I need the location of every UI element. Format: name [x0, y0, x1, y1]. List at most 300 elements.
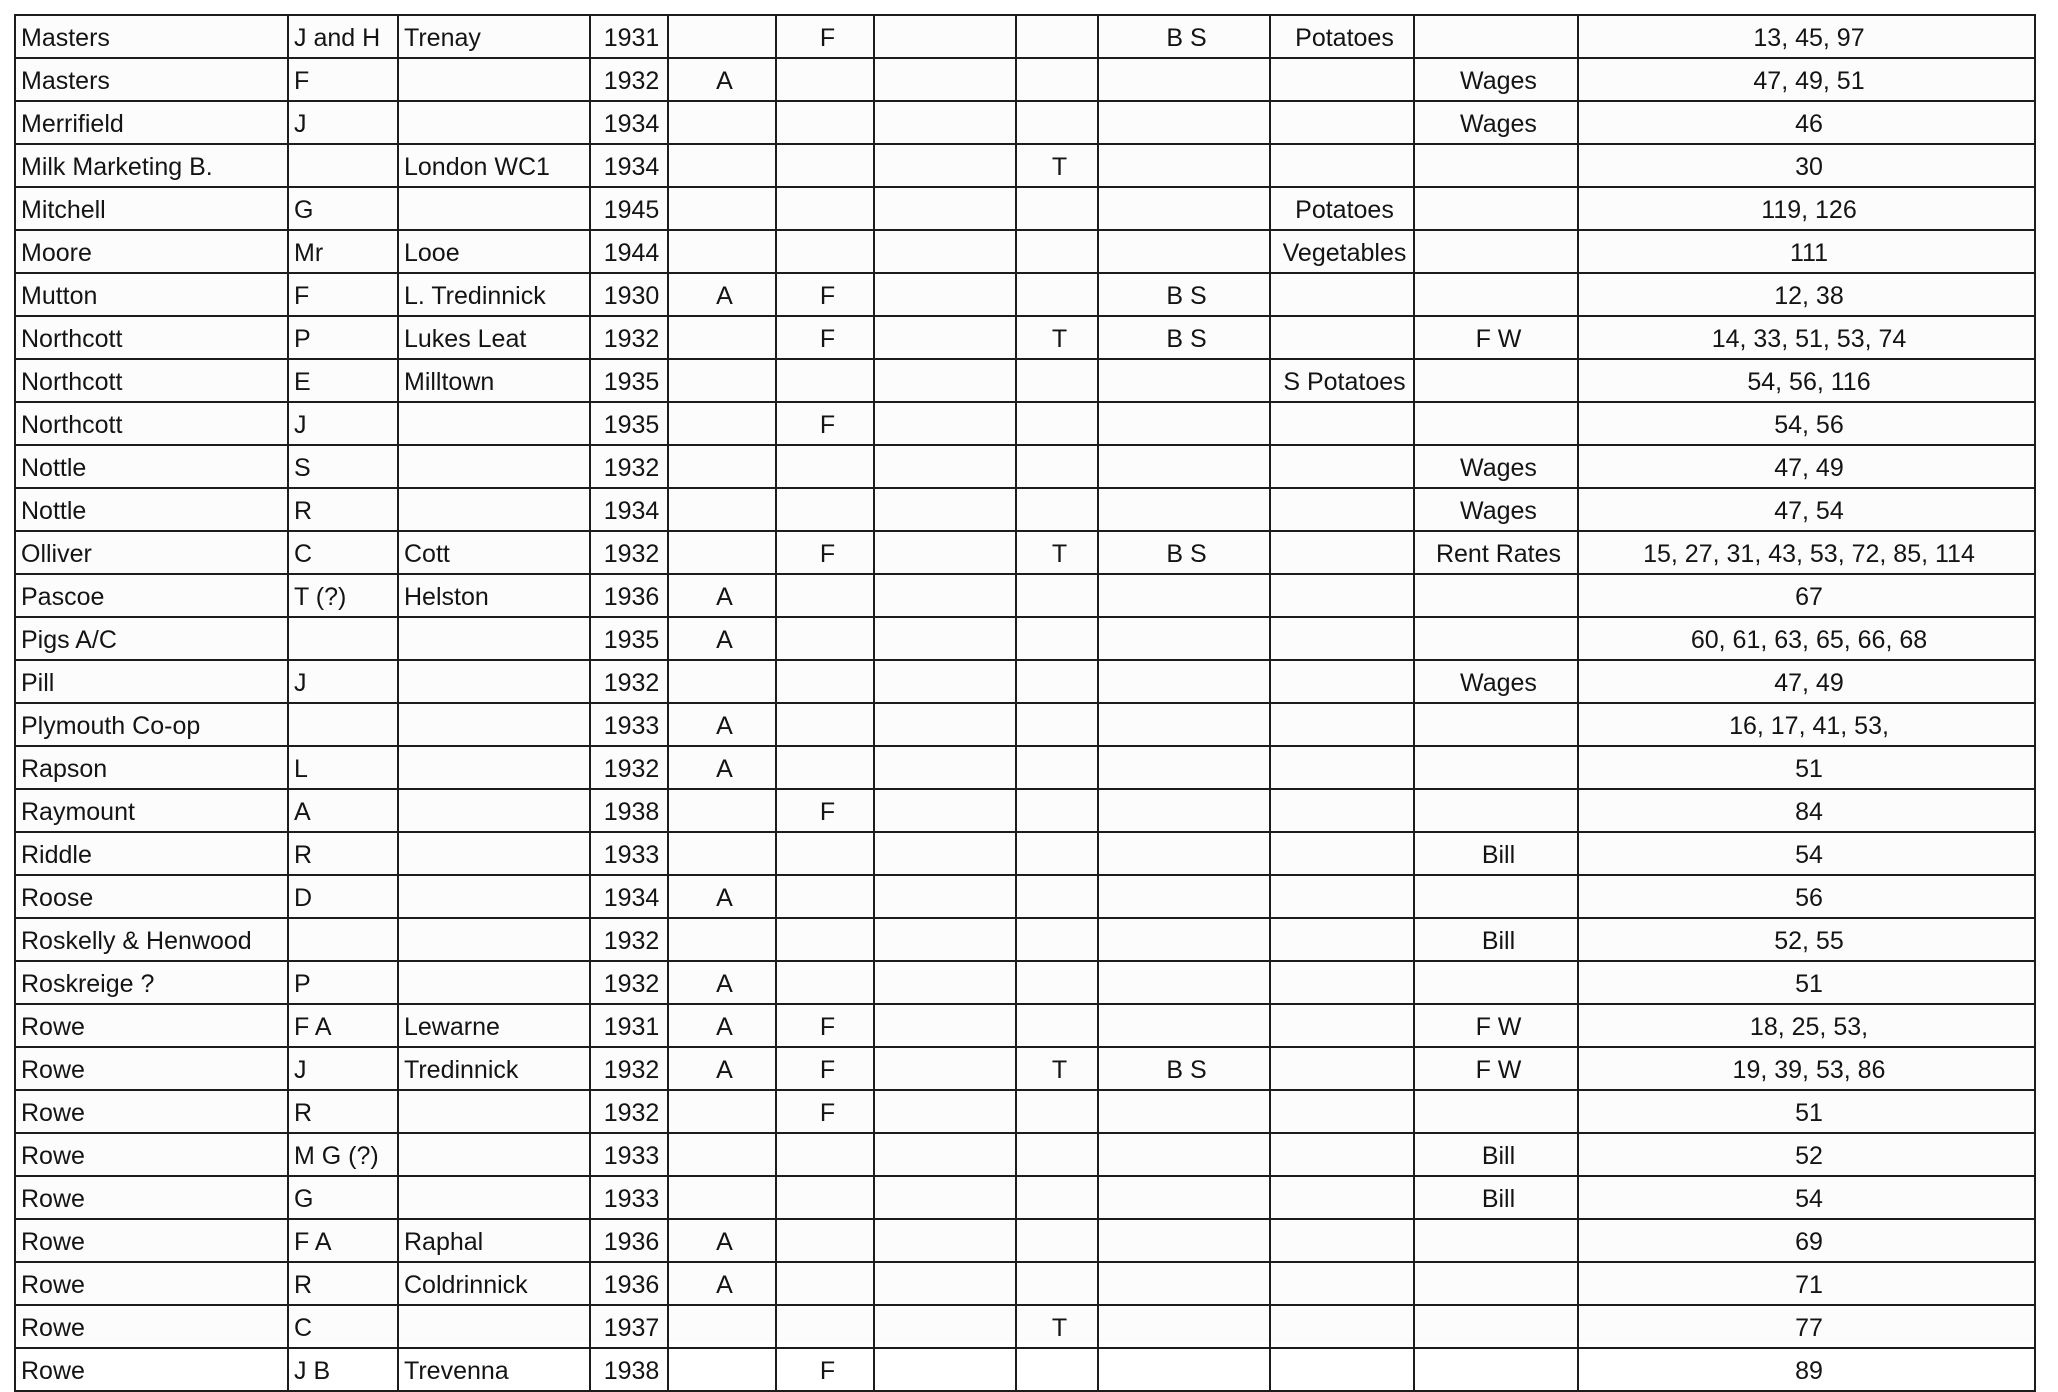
cell-place	[398, 832, 590, 875]
cell-surname: Riddle	[15, 832, 288, 875]
cell-bs-mark	[1098, 1348, 1270, 1391]
scanned-ledger-page	[14, 14, 2034, 1385]
cell-pages: 84	[1578, 789, 2035, 832]
table-row	[15, 187, 2035, 230]
cell-surname: Pigs A/C	[15, 617, 288, 660]
cell-place: Raphal	[398, 1219, 590, 1262]
cell-initials	[288, 617, 398, 660]
cell-surname: Pascoe	[15, 574, 288, 617]
cell-f-mark	[776, 1262, 874, 1305]
cell-year: 1932	[590, 1090, 668, 1133]
cell-place: Lukes Leat	[398, 316, 590, 359]
cell-year: 1935	[590, 617, 668, 660]
cell-surname: Rowe	[15, 1004, 288, 1047]
cell-a-mark	[668, 316, 776, 359]
cell-year: 1931	[590, 15, 668, 58]
cell-note: Bill	[1414, 918, 1578, 961]
cell-crop	[1270, 703, 1414, 746]
cell-f-mark	[776, 875, 874, 918]
cell-pages: 19, 39, 53, 86	[1578, 1047, 2035, 1090]
table-row	[15, 1176, 2035, 1219]
table-row	[15, 15, 2035, 58]
cell-note	[1414, 961, 1578, 1004]
cell-t-mark	[1016, 445, 1098, 488]
cell-f-mark: F	[776, 1004, 874, 1047]
cell-surname: Rowe	[15, 1305, 288, 1348]
cell-f-mark: F	[776, 402, 874, 445]
cell-initials: S	[288, 445, 398, 488]
cell-blank	[874, 402, 1016, 445]
cell-t-mark	[1016, 402, 1098, 445]
cell-blank	[874, 789, 1016, 832]
cell-year: 1933	[590, 703, 668, 746]
cell-pages: 12, 38	[1578, 273, 2035, 316]
cell-pages: 14, 33, 51, 53, 74	[1578, 316, 2035, 359]
cell-year: 1932	[590, 531, 668, 574]
cell-crop	[1270, 1090, 1414, 1133]
cell-f-mark	[776, 746, 874, 789]
cell-pages: 47, 49, 51	[1578, 58, 2035, 101]
cell-place: Trenay	[398, 15, 590, 58]
cell-a-mark: A	[668, 1047, 776, 1090]
cell-bs-mark	[1098, 1004, 1270, 1047]
table-row	[15, 1219, 2035, 1262]
cell-t-mark	[1016, 15, 1098, 58]
cell-a-mark	[668, 1305, 776, 1348]
cell-initials: J B	[288, 1348, 398, 1391]
cell-crop	[1270, 402, 1414, 445]
cell-note	[1414, 273, 1578, 316]
cell-t-mark	[1016, 746, 1098, 789]
cell-pages: 77	[1578, 1305, 2035, 1348]
cell-t-mark: T	[1016, 531, 1098, 574]
cell-blank	[874, 832, 1016, 875]
cell-pages: 13, 45, 97	[1578, 15, 2035, 58]
cell-year: 1936	[590, 574, 668, 617]
cell-bs-mark	[1098, 445, 1270, 488]
cell-year: 1932	[590, 961, 668, 1004]
cell-note: Bill	[1414, 1176, 1578, 1219]
cell-place: London WC1	[398, 144, 590, 187]
cell-t-mark	[1016, 918, 1098, 961]
cell-year: 1932	[590, 445, 668, 488]
cell-t-mark	[1016, 359, 1098, 402]
table-row	[15, 746, 2035, 789]
cell-f-mark	[776, 832, 874, 875]
cell-bs-mark	[1098, 746, 1270, 789]
cell-a-mark: A	[668, 574, 776, 617]
cell-a-mark: A	[668, 1219, 776, 1262]
cell-surname: Nottle	[15, 488, 288, 531]
cell-pages: 54, 56	[1578, 402, 2035, 445]
cell-initials	[288, 918, 398, 961]
cell-crop	[1270, 531, 1414, 574]
cell-a-mark: A	[668, 875, 776, 918]
cell-crop	[1270, 1047, 1414, 1090]
cell-initials: R	[288, 832, 398, 875]
cell-surname: Rowe	[15, 1262, 288, 1305]
cell-blank	[874, 703, 1016, 746]
cell-a-mark	[668, 144, 776, 187]
cell-t-mark	[1016, 58, 1098, 101]
cell-year: 1933	[590, 1176, 668, 1219]
cell-bs-mark	[1098, 359, 1270, 402]
cell-bs-mark	[1098, 660, 1270, 703]
cell-blank	[874, 531, 1016, 574]
table-row	[15, 1004, 2035, 1047]
cell-a-mark: A	[668, 273, 776, 316]
cell-pages: 52	[1578, 1133, 2035, 1176]
table-row	[15, 402, 2035, 445]
cell-t-mark	[1016, 187, 1098, 230]
cell-f-mark	[776, 187, 874, 230]
cell-blank	[874, 1047, 1016, 1090]
cell-f-mark	[776, 918, 874, 961]
cell-f-mark: F	[776, 316, 874, 359]
cell-pages: 119, 126	[1578, 187, 2035, 230]
cell-f-mark	[776, 445, 874, 488]
cell-surname: Roskreige ?	[15, 961, 288, 1004]
cell-a-mark	[668, 1348, 776, 1391]
cell-year: 1934	[590, 488, 668, 531]
cell-a-mark	[668, 1133, 776, 1176]
cell-a-mark	[668, 832, 776, 875]
cell-year: 1935	[590, 359, 668, 402]
cell-t-mark	[1016, 832, 1098, 875]
cell-blank	[874, 1348, 1016, 1391]
cell-blank	[874, 961, 1016, 1004]
cell-surname: Plymouth Co-op	[15, 703, 288, 746]
cell-a-mark	[668, 402, 776, 445]
cell-bs-mark	[1098, 1305, 1270, 1348]
cell-t-mark: T	[1016, 316, 1098, 359]
cell-year: 1934	[590, 875, 668, 918]
cell-blank	[874, 101, 1016, 144]
cell-f-mark: F	[776, 1348, 874, 1391]
cell-a-mark: A	[668, 617, 776, 660]
cell-place	[398, 918, 590, 961]
cell-blank	[874, 660, 1016, 703]
cell-blank	[874, 1262, 1016, 1305]
cell-blank	[874, 58, 1016, 101]
cell-bs-mark	[1098, 488, 1270, 531]
cell-note	[1414, 230, 1578, 273]
cell-pages: 60, 61, 63, 65, 66, 68	[1578, 617, 2035, 660]
cell-bs-mark	[1098, 832, 1270, 875]
cell-pages: 54	[1578, 832, 2035, 875]
table-row	[15, 1348, 2035, 1391]
cell-blank	[874, 1219, 1016, 1262]
cell-place: Cott	[398, 531, 590, 574]
cell-t-mark	[1016, 101, 1098, 144]
cell-t-mark	[1016, 1348, 1098, 1391]
cell-bs-mark: B S	[1098, 1047, 1270, 1090]
cell-year: 1938	[590, 1348, 668, 1391]
cell-blank	[874, 187, 1016, 230]
cell-t-mark	[1016, 1133, 1098, 1176]
cell-blank	[874, 359, 1016, 402]
cell-bs-mark: B S	[1098, 531, 1270, 574]
table-row	[15, 359, 2035, 402]
cell-place: Helston	[398, 574, 590, 617]
cell-note	[1414, 1262, 1578, 1305]
cell-a-mark	[668, 789, 776, 832]
cell-year: 1938	[590, 789, 668, 832]
cell-place: L. Tredinnick	[398, 273, 590, 316]
cell-surname: Mitchell	[15, 187, 288, 230]
cell-pages: 54, 56, 116	[1578, 359, 2035, 402]
cell-year: 1934	[590, 144, 668, 187]
cell-year: 1944	[590, 230, 668, 273]
cell-crop	[1270, 832, 1414, 875]
cell-a-mark	[668, 918, 776, 961]
table-row	[15, 789, 2035, 832]
cell-bs-mark	[1098, 230, 1270, 273]
cell-crop	[1270, 101, 1414, 144]
cell-crop	[1270, 273, 1414, 316]
cell-t-mark	[1016, 617, 1098, 660]
cell-t-mark	[1016, 1090, 1098, 1133]
cell-blank	[874, 488, 1016, 531]
cell-note	[1414, 1090, 1578, 1133]
cell-year: 1932	[590, 58, 668, 101]
cell-note	[1414, 144, 1578, 187]
cell-blank	[874, 1004, 1016, 1047]
cell-blank	[874, 230, 1016, 273]
cell-blank	[874, 1090, 1016, 1133]
cell-surname: Raymount	[15, 789, 288, 832]
cell-initials: P	[288, 316, 398, 359]
cell-bs-mark	[1098, 789, 1270, 832]
cell-place: Looe	[398, 230, 590, 273]
cell-blank	[874, 746, 1016, 789]
cell-note	[1414, 1305, 1578, 1348]
cell-year: 1932	[590, 746, 668, 789]
table-row	[15, 230, 2035, 273]
cell-year: 1934	[590, 101, 668, 144]
cell-crop	[1270, 574, 1414, 617]
cell-year: 1937	[590, 1305, 668, 1348]
cell-t-mark	[1016, 488, 1098, 531]
cell-bs-mark	[1098, 1133, 1270, 1176]
cell-place	[398, 101, 590, 144]
cell-blank	[874, 875, 1016, 918]
cell-initials: M G (?)	[288, 1133, 398, 1176]
cell-surname: Rapson	[15, 746, 288, 789]
cell-place	[398, 703, 590, 746]
cell-pages: 47, 54	[1578, 488, 2035, 531]
cell-pages: 16, 17, 41, 53,	[1578, 703, 2035, 746]
cell-blank	[874, 574, 1016, 617]
cell-crop: Potatoes	[1270, 15, 1414, 58]
cell-pages: 54	[1578, 1176, 2035, 1219]
cell-bs-mark	[1098, 1219, 1270, 1262]
table-row	[15, 445, 2035, 488]
cell-pages: 18, 25, 53,	[1578, 1004, 2035, 1047]
cell-initials: R	[288, 1262, 398, 1305]
cell-initials	[288, 703, 398, 746]
cell-note	[1414, 789, 1578, 832]
cell-t-mark	[1016, 1176, 1098, 1219]
cell-a-mark	[668, 15, 776, 58]
cell-f-mark	[776, 488, 874, 531]
cell-surname: Roose	[15, 875, 288, 918]
cell-f-mark	[776, 144, 874, 187]
cell-initials: R	[288, 1090, 398, 1133]
cell-note	[1414, 703, 1578, 746]
cell-initials: E	[288, 359, 398, 402]
cell-bs-mark	[1098, 1262, 1270, 1305]
cell-place: Trevenna	[398, 1348, 590, 1391]
cell-place	[398, 1090, 590, 1133]
cell-place: Lewarne	[398, 1004, 590, 1047]
cell-crop	[1270, 445, 1414, 488]
table-row	[15, 488, 2035, 531]
cell-bs-mark	[1098, 101, 1270, 144]
cell-t-mark: T	[1016, 1047, 1098, 1090]
cell-surname: Nottle	[15, 445, 288, 488]
cell-initials: Mr	[288, 230, 398, 273]
table-row	[15, 660, 2035, 703]
cell-bs-mark	[1098, 58, 1270, 101]
cell-f-mark: F	[776, 531, 874, 574]
cell-pages: 111	[1578, 230, 2035, 273]
cell-initials: F A	[288, 1004, 398, 1047]
table-row	[15, 1133, 2035, 1176]
cell-crop	[1270, 746, 1414, 789]
cell-crop	[1270, 1176, 1414, 1219]
cell-initials: D	[288, 875, 398, 918]
cell-surname: Pill	[15, 660, 288, 703]
cell-note	[1414, 15, 1578, 58]
cell-note	[1414, 187, 1578, 230]
cell-t-mark	[1016, 961, 1098, 1004]
cell-f-mark	[776, 574, 874, 617]
cell-pages: 46	[1578, 101, 2035, 144]
cell-f-mark	[776, 961, 874, 1004]
cell-note	[1414, 1219, 1578, 1262]
cell-initials: J	[288, 1047, 398, 1090]
cell-crop	[1270, 789, 1414, 832]
cell-bs-mark	[1098, 574, 1270, 617]
cell-blank	[874, 617, 1016, 660]
cell-note	[1414, 574, 1578, 617]
table-row	[15, 101, 2035, 144]
cell-f-mark: F	[776, 273, 874, 316]
table-row	[15, 1305, 2035, 1348]
cell-f-mark: F	[776, 1047, 874, 1090]
cell-crop	[1270, 316, 1414, 359]
cell-place	[398, 660, 590, 703]
cell-initials	[288, 144, 398, 187]
cell-bs-mark	[1098, 187, 1270, 230]
ledger-table	[14, 14, 2036, 1392]
cell-a-mark	[668, 1176, 776, 1219]
cell-a-mark	[668, 660, 776, 703]
cell-place	[398, 1176, 590, 1219]
table-row	[15, 961, 2035, 1004]
cell-a-mark	[668, 230, 776, 273]
cell-t-mark	[1016, 660, 1098, 703]
cell-a-mark: A	[668, 961, 776, 1004]
cell-year: 1932	[590, 1047, 668, 1090]
cell-a-mark	[668, 531, 776, 574]
cell-a-mark: A	[668, 746, 776, 789]
cell-crop	[1270, 144, 1414, 187]
cell-initials: J and H	[288, 15, 398, 58]
cell-crop	[1270, 660, 1414, 703]
cell-bs-mark	[1098, 703, 1270, 746]
cell-place	[398, 187, 590, 230]
cell-crop: Vegetables	[1270, 230, 1414, 273]
cell-note: Wages	[1414, 101, 1578, 144]
cell-place	[398, 1305, 590, 1348]
cell-surname: Masters	[15, 58, 288, 101]
cell-initials: R	[288, 488, 398, 531]
cell-bs-mark	[1098, 402, 1270, 445]
cell-crop	[1270, 1004, 1414, 1047]
cell-t-mark	[1016, 703, 1098, 746]
table-row	[15, 144, 2035, 187]
table-row	[15, 1047, 2035, 1090]
cell-blank	[874, 1305, 1016, 1348]
cell-place	[398, 746, 590, 789]
cell-crop	[1270, 488, 1414, 531]
cell-a-mark	[668, 1090, 776, 1133]
cell-f-mark	[776, 101, 874, 144]
cell-f-mark: F	[776, 15, 874, 58]
cell-year: 1931	[590, 1004, 668, 1047]
cell-blank	[874, 144, 1016, 187]
cell-surname: Rowe	[15, 1176, 288, 1219]
cell-pages: 67	[1578, 574, 2035, 617]
cell-place	[398, 875, 590, 918]
cell-year: 1935	[590, 402, 668, 445]
cell-place: Milltown	[398, 359, 590, 402]
cell-note: Wages	[1414, 488, 1578, 531]
cell-place	[398, 789, 590, 832]
cell-f-mark	[776, 1305, 874, 1348]
table-row	[15, 531, 2035, 574]
cell-pages: 47, 49	[1578, 445, 2035, 488]
cell-place: Tredinnick	[398, 1047, 590, 1090]
cell-note: F W	[1414, 316, 1578, 359]
cell-note: F W	[1414, 1004, 1578, 1047]
cell-crop	[1270, 1262, 1414, 1305]
cell-f-mark	[776, 660, 874, 703]
cell-crop	[1270, 875, 1414, 918]
cell-f-mark	[776, 58, 874, 101]
cell-a-mark: A	[668, 1262, 776, 1305]
cell-note: Wages	[1414, 445, 1578, 488]
cell-a-mark	[668, 359, 776, 402]
cell-bs-mark: B S	[1098, 15, 1270, 58]
cell-surname: Rowe	[15, 1047, 288, 1090]
cell-bs-mark	[1098, 1090, 1270, 1133]
cell-a-mark	[668, 488, 776, 531]
table-row	[15, 273, 2035, 316]
cell-year: 1936	[590, 1262, 668, 1305]
cell-t-mark: T	[1016, 1305, 1098, 1348]
cell-pages: 89	[1578, 1348, 2035, 1391]
cell-note	[1414, 402, 1578, 445]
table-row	[15, 832, 2035, 875]
cell-note	[1414, 1348, 1578, 1391]
cell-pages: 52, 55	[1578, 918, 2035, 961]
cell-note: Bill	[1414, 1133, 1578, 1176]
cell-surname: Moore	[15, 230, 288, 273]
cell-crop	[1270, 918, 1414, 961]
